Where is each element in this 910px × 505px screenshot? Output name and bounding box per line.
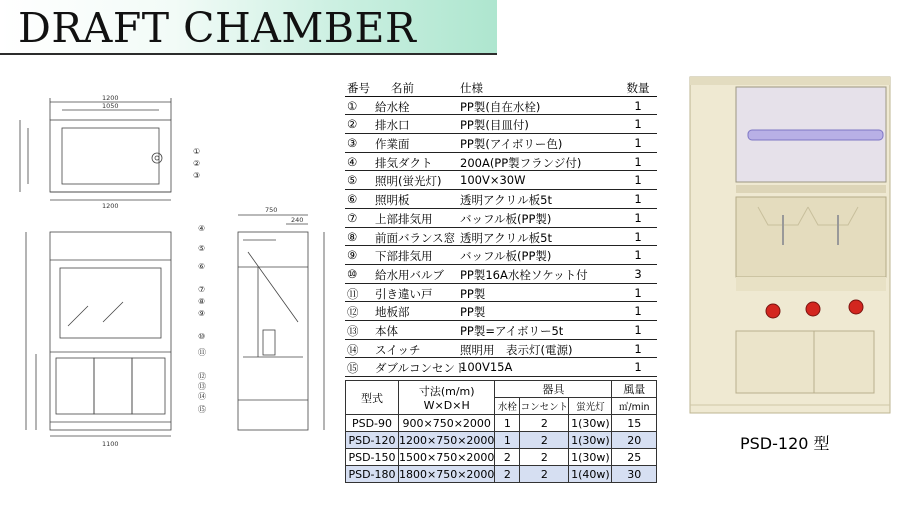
size-cell-lamp: 1(30w) xyxy=(569,432,612,449)
dim-label: 1050 xyxy=(102,102,119,110)
spec-cell-spec: 100V15A xyxy=(460,360,513,375)
spec-header-name: 名前 xyxy=(391,81,414,95)
size-cell-model: PSD-90 xyxy=(346,415,399,432)
light-panel xyxy=(748,130,883,140)
spec-cell-no: ⑪ xyxy=(347,286,359,301)
size-cell-faucet: 2 xyxy=(495,449,520,466)
spec-cell-qty: 1 xyxy=(634,136,642,151)
spec-header-qty: 数量 xyxy=(626,81,650,95)
spec-cell-no: ⑮ xyxy=(347,361,359,376)
spec-cell-qty: 1 xyxy=(634,341,642,356)
spec-row xyxy=(345,134,657,153)
spec-cell-name: 前面バランス窓 xyxy=(375,230,456,245)
spec-row xyxy=(345,284,657,303)
callout-9: ⑨ xyxy=(198,309,206,318)
callout-8: ⑧ xyxy=(198,297,206,306)
spec-cell-no: ⑫ xyxy=(347,305,359,320)
spec-cell-spec: PP製(自在水栓) xyxy=(460,99,541,114)
size-table xyxy=(345,380,657,483)
size-row xyxy=(346,415,657,432)
spec-cell-qty: 1 xyxy=(634,173,642,188)
spec-cell-no: ⑬ xyxy=(347,323,359,338)
spec-cell-spec: バッフル板(PP製) xyxy=(460,249,552,264)
spec-row xyxy=(345,265,657,284)
spec-cell-name: 照明板 xyxy=(375,193,410,208)
spec-row xyxy=(345,190,657,209)
spec-cell-no: ① xyxy=(347,98,358,113)
spec-cell-name: 本体 xyxy=(375,323,398,338)
callout-3: ③ xyxy=(193,171,201,180)
front-window xyxy=(60,268,161,338)
spec-cell-name: 給水用バルブ xyxy=(375,267,444,282)
size-row xyxy=(346,466,657,483)
spec-cell-qty: 1 xyxy=(634,248,642,263)
size-cell-dims: 1800×750×2000 xyxy=(399,467,495,481)
callout-11: ⑪ xyxy=(198,348,206,357)
page-title: DRAFT CHAMBER xyxy=(18,4,417,52)
spec-header-no: 番号 xyxy=(347,81,370,95)
spec-cell-qty: 1 xyxy=(634,154,642,169)
dim-label: 750 xyxy=(265,206,278,214)
size-cell-dims: 900×750×2000 xyxy=(399,415,495,432)
size-cell-faucet: 2 xyxy=(495,466,520,483)
spec-row xyxy=(345,246,657,265)
spec-cell-name: 引き違い戸 xyxy=(375,286,433,301)
callout-13: ⑬ xyxy=(198,382,206,391)
spec-cell-no: ② xyxy=(347,117,358,132)
size-header-outlet: コンセント xyxy=(520,398,569,415)
spec-cell-name: 下部排気用 xyxy=(375,249,433,264)
size-cell-airflow: 25 xyxy=(612,449,657,466)
front-view-outline xyxy=(50,232,171,430)
spec-cell-spec: PP製=アイボリー5t xyxy=(460,323,564,338)
size-header-lamp: 蛍光灯 xyxy=(569,398,612,415)
spec-cell-spec: 200A(PP製フランジ付) xyxy=(460,155,582,170)
size-cell-outlet: 2 xyxy=(520,432,569,449)
spec-cell-qty: 1 xyxy=(634,322,642,337)
size-row xyxy=(346,449,657,466)
spec-cell-spec: PP製16A水栓ソケット付 xyxy=(460,267,588,282)
spec-cell-qty: 1 xyxy=(634,192,642,207)
dim-label: 1200 xyxy=(102,202,119,210)
size-header-airflow: 風量 xyxy=(612,381,657,398)
spec-row xyxy=(345,302,657,321)
size-row xyxy=(346,432,657,449)
dim-label: 240 xyxy=(291,216,304,224)
spec-cell-name: 給水栓 xyxy=(375,99,410,114)
spec-cell-qty: 1 xyxy=(634,98,642,113)
spec-header-row xyxy=(345,78,657,97)
size-cell-dims: 1500×750×2000 xyxy=(399,450,495,464)
size-cell-model: PSD-150 xyxy=(346,449,399,466)
spec-cell-qty: 1 xyxy=(634,285,642,300)
size-cell-airflow: 20 xyxy=(612,432,657,449)
spec-cell-qty: 1 xyxy=(634,210,642,225)
spec-row xyxy=(345,153,657,172)
size-cell-outlet: 2 xyxy=(520,415,569,432)
work-chamber xyxy=(736,197,886,277)
spec-row xyxy=(345,209,657,228)
callout-2: ② xyxy=(193,159,201,168)
spec-cell-name: スイッチ xyxy=(375,342,421,357)
spec-cell-qty: 1 xyxy=(634,229,642,244)
title-banner xyxy=(0,0,497,54)
technical-drawing xyxy=(8,92,338,497)
size-header-dims xyxy=(399,381,495,415)
spec-cell-spec: PP製(目皿付) xyxy=(460,118,529,133)
dim-label: 1200 xyxy=(102,94,119,102)
spec-cell-spec: 照明用 表示灯(電源) xyxy=(460,342,573,357)
spec-cell-no: ⑨ xyxy=(347,248,358,263)
spec-cell-name: 作業面 xyxy=(375,137,410,152)
size-cell-airflow: 15 xyxy=(612,415,657,432)
spec-row xyxy=(345,228,657,247)
callout-12: ⑫ xyxy=(198,372,206,381)
callout-6: ⑥ xyxy=(198,262,206,271)
spec-row xyxy=(345,115,657,134)
callout-7: ⑦ xyxy=(198,285,206,294)
size-header-dims-sub: W×D×H xyxy=(423,399,470,412)
spec-cell-name: 地板部 xyxy=(375,305,410,320)
size-header-dims-label: 寸法(m/m) xyxy=(418,385,475,398)
spec-cell-no: ⑩ xyxy=(347,266,358,281)
spec-cell-spec: バッフル板(PP製) xyxy=(460,211,552,226)
spec-cell-qty: 1 xyxy=(634,304,642,319)
size-cell-faucet: 1 xyxy=(495,432,520,449)
size-header-model: 型式 xyxy=(346,381,399,415)
spec-cell-name: 照明(蛍光灯) xyxy=(375,174,442,189)
size-cell-lamp: 1(30w) xyxy=(569,449,612,466)
spec-row xyxy=(345,340,657,359)
callout-14: ⑭ xyxy=(198,392,206,401)
spec-header-spec: 仕様 xyxy=(460,81,483,95)
callout-5: ⑤ xyxy=(198,244,206,253)
spec-cell-no: ④ xyxy=(347,154,358,169)
spec-cell-name: 排水口 xyxy=(375,118,410,133)
spec-row xyxy=(345,321,657,340)
valve-red-2 xyxy=(806,302,820,316)
spec-cell-spec: PP製 xyxy=(460,305,486,320)
spec-cell-no: ⑧ xyxy=(347,229,358,244)
photo-caption: PSD-120 型 xyxy=(740,434,830,453)
size-cell-model: PSD-180 xyxy=(346,466,399,483)
size-cell-lamp: 1(40w) xyxy=(569,466,612,483)
spec-cell-spec: 透明アクリル板5t xyxy=(460,230,552,245)
spec-cell-spec: PP製 xyxy=(460,286,486,301)
spec-cell-no: ③ xyxy=(347,136,358,151)
size-cell-lamp: 1(30w) xyxy=(569,415,612,432)
spec-cell-name: 排気ダクト xyxy=(375,155,433,170)
valve-red-3 xyxy=(849,300,863,314)
callout-1: ① xyxy=(193,147,201,156)
spec-row xyxy=(345,97,657,116)
size-cell-outlet: 2 xyxy=(520,466,569,483)
spec-cell-qty: 3 xyxy=(634,266,642,281)
spec-cell-spec: 100V×30W xyxy=(460,173,526,188)
size-cell-faucet: 1 xyxy=(495,415,520,432)
sliding-door-right xyxy=(814,331,874,393)
spec-cell-no: ⑤ xyxy=(347,173,358,188)
size-header-airflow-unit: ㎥/min xyxy=(612,398,657,415)
callout-15: ⑮ xyxy=(198,405,206,414)
size-cell-dims: 1200×750×2000 xyxy=(399,433,495,447)
size-cell-outlet: 2 xyxy=(520,449,569,466)
product-photo xyxy=(688,75,892,415)
spec-cell-no: ⑦ xyxy=(347,210,358,225)
spec-cell-qty: 1 xyxy=(634,117,642,132)
spec-row xyxy=(345,358,657,377)
spec-cell-name: ダブルコンセント xyxy=(375,361,467,376)
title-underline xyxy=(0,53,497,55)
spec-table xyxy=(345,78,657,377)
spec-cell-spec: PP製(アイボリー色) xyxy=(460,137,563,152)
spec-row xyxy=(345,171,657,190)
sliding-door-left xyxy=(736,331,814,393)
spec-cell-spec: 透明アクリル板5t xyxy=(460,193,552,208)
spec-cell-name: 上部排気用 xyxy=(375,211,433,226)
faucet-symbol xyxy=(152,153,162,163)
callout-4: ④ xyxy=(198,224,206,233)
size-header-equipment: 器具 xyxy=(495,381,612,398)
spec-cell-no: ⑭ xyxy=(347,342,359,357)
callout-10: ⑩ xyxy=(198,332,206,341)
spec-cell-qty: 1 xyxy=(634,360,642,375)
size-header-faucet: 水栓 xyxy=(495,398,520,415)
size-cell-model: PSD-120 xyxy=(346,432,399,449)
spec-cell-no: ⑥ xyxy=(347,192,358,207)
size-cell-airflow: 30 xyxy=(612,466,657,483)
valve-red-1 xyxy=(766,304,780,318)
dim-label: 1100 xyxy=(102,440,119,448)
